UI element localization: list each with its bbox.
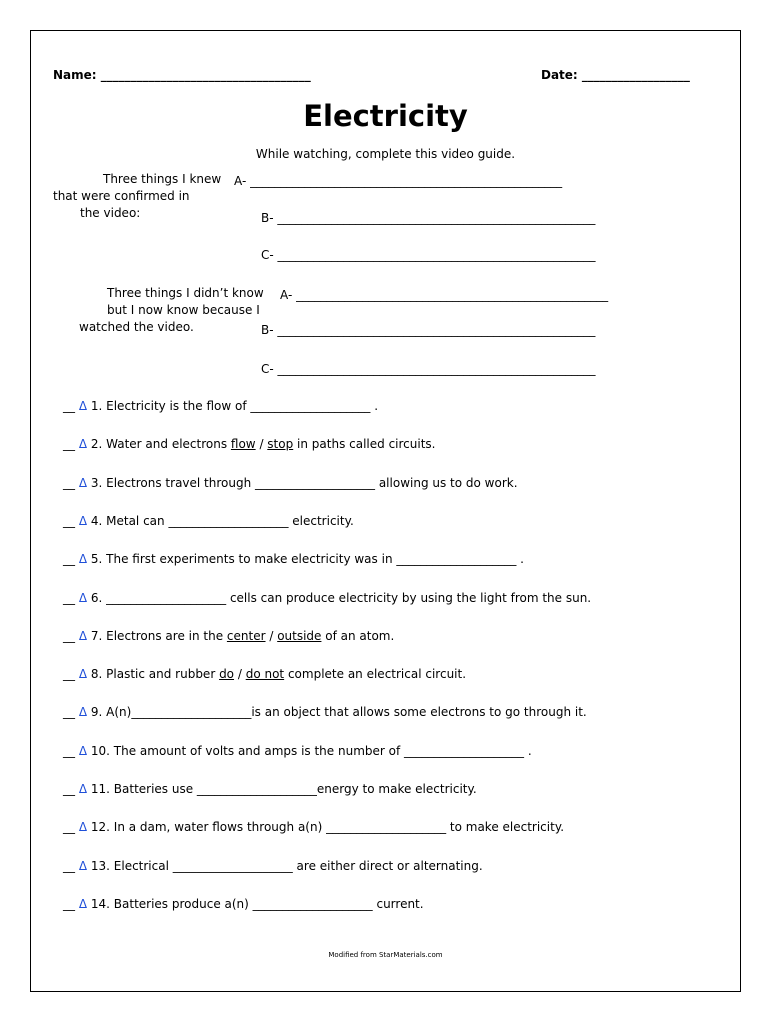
date-line[interactable]: __________________ (581, 68, 690, 82)
question-row (63, 552, 524, 566)
page-title: Electricity (303, 99, 468, 133)
page-subtitle: While watching, complete this video guide. (255, 147, 516, 161)
didnt-answer-c[interactable]: C- _____________________________________________________ (261, 362, 596, 376)
question-text-end: in paths called circuits. (293, 437, 436, 452)
question-text-end: complete an electrical circuit. (284, 667, 467, 682)
question-text: 6. ____________________ cells can produce electricity by using the light from the sun. (90, 590, 592, 605)
question-text: 14. Batteries produce a(n) ____________________ current. (90, 896, 424, 911)
triangle-icon: Δ (78, 858, 88, 873)
answer-blank[interactable]: __ (63, 437, 75, 452)
answer-blank[interactable]: __ (63, 475, 75, 490)
question-row (63, 437, 435, 451)
knew-answer-a[interactable]: A- ____________________________________________________ (234, 174, 563, 188)
triangle-icon: Δ (78, 437, 88, 452)
choice-option[interactable]: outside (277, 628, 322, 643)
triangle-icon: Δ (78, 513, 88, 528)
triangle-icon: Δ (78, 628, 88, 643)
triangle-icon: Δ (78, 896, 88, 911)
question-row (63, 859, 483, 873)
triangle-icon: Δ (78, 782, 88, 796)
triangle-icon: Δ (78, 552, 88, 567)
date-label: Date: (541, 68, 578, 82)
choice-option[interactable]: stop (267, 437, 294, 452)
question-text: 5. The first experiments to make electricity was in ____________________ . (90, 552, 524, 567)
question-row (63, 782, 477, 796)
answer-blank[interactable]: __ (63, 552, 75, 567)
question-text: 8. Plastic and rubber (90, 667, 220, 682)
knew-answer-c[interactable]: C- _____________________________________________________ (261, 248, 596, 262)
answer-blank[interactable]: __ (63, 705, 75, 720)
answer-blank[interactable]: __ (63, 896, 75, 911)
choice-option[interactable]: do not (245, 667, 285, 682)
choice-separator: / (234, 667, 246, 682)
answer-blank[interactable]: __ (63, 513, 75, 528)
question-row (63, 667, 466, 681)
question-row (63, 744, 532, 758)
question-text: 1. Electricity is the flow of ____________________ . (90, 399, 379, 413)
answer-blank[interactable]: __ (63, 743, 75, 758)
name-field[interactable] (53, 68, 311, 82)
choice-option[interactable]: center (226, 628, 266, 643)
question-row (63, 399, 378, 413)
didnt-answer-b[interactable]: B- _____________________________________________________ (261, 323, 596, 337)
didnt-label-line: watched the video. (79, 320, 194, 334)
triangle-icon: Δ (78, 399, 88, 413)
knew-label-line: the video: (80, 206, 141, 220)
choice-separator: / (255, 437, 268, 452)
triangle-icon: Δ (78, 705, 88, 720)
question-text: 9. A(n)____________________is an object that allows some electrons to go through it. (90, 705, 587, 720)
knew-label-line: Three things I knew (103, 172, 222, 186)
date-field[interactable] (541, 68, 690, 82)
question-text: 11. Batteries use ____________________energy to make electricity. (90, 782, 477, 796)
question-row (63, 629, 394, 643)
answer-blank[interactable]: __ (63, 858, 75, 873)
answer-blank[interactable]: __ (63, 628, 75, 643)
didnt-answer-a[interactable]: A- ____________________________________________________ (280, 288, 609, 302)
didnt-label-line: Three things I didn’t know (107, 286, 264, 300)
question-row (63, 514, 354, 528)
name-line[interactable]: ___________________________________ (100, 68, 311, 82)
choice-option[interactable]: flow (230, 437, 256, 452)
didnt-label-line: but I now know because I (107, 303, 260, 317)
question-text-end: of an atom. (321, 628, 395, 643)
triangle-icon: Δ (78, 667, 88, 682)
question-row (63, 820, 564, 834)
choice-option[interactable]: do (219, 667, 235, 682)
name-label: Name: (53, 68, 97, 82)
answer-blank[interactable]: __ (63, 820, 75, 835)
triangle-icon: Δ (78, 743, 88, 758)
question-row (63, 591, 591, 605)
question-text: 4. Metal can ____________________ electricity. (90, 513, 354, 528)
answer-blank[interactable]: __ (63, 667, 75, 682)
worksheet-page (30, 30, 741, 992)
knew-label (53, 171, 223, 222)
footer-credit: Modified from StarMaterials.com (328, 951, 443, 959)
question-text: 12. In a dam, water flows through a(n) ____________________ to make electricity. (90, 820, 565, 835)
question-row (63, 705, 587, 719)
didnt-label (79, 285, 269, 336)
triangle-icon: Δ (78, 590, 88, 605)
triangle-icon: Δ (78, 475, 88, 490)
question-text: 7. Electrons are in the (90, 628, 227, 643)
knew-answer-b[interactable]: B- _____________________________________________________ (261, 211, 596, 225)
question-text: 2. Water and electrons (90, 437, 231, 452)
knew-label-line: that were confirmed in (53, 189, 190, 203)
triangle-icon: Δ (78, 820, 88, 835)
question-text: 10. The amount of volts and amps is the number of ____________________ . (90, 743, 532, 758)
answer-blank[interactable]: __ (63, 399, 75, 413)
answer-blank[interactable]: __ (63, 782, 75, 796)
question-row (63, 476, 518, 490)
question-text: 13. Electrical ____________________ are either direct or alternating. (90, 858, 483, 873)
question-text: 3. Electrons travel through ____________________ allowing us to do work. (90, 475, 518, 490)
choice-separator: / (265, 628, 278, 643)
answer-blank[interactable]: __ (63, 590, 75, 605)
question-row (63, 897, 424, 911)
